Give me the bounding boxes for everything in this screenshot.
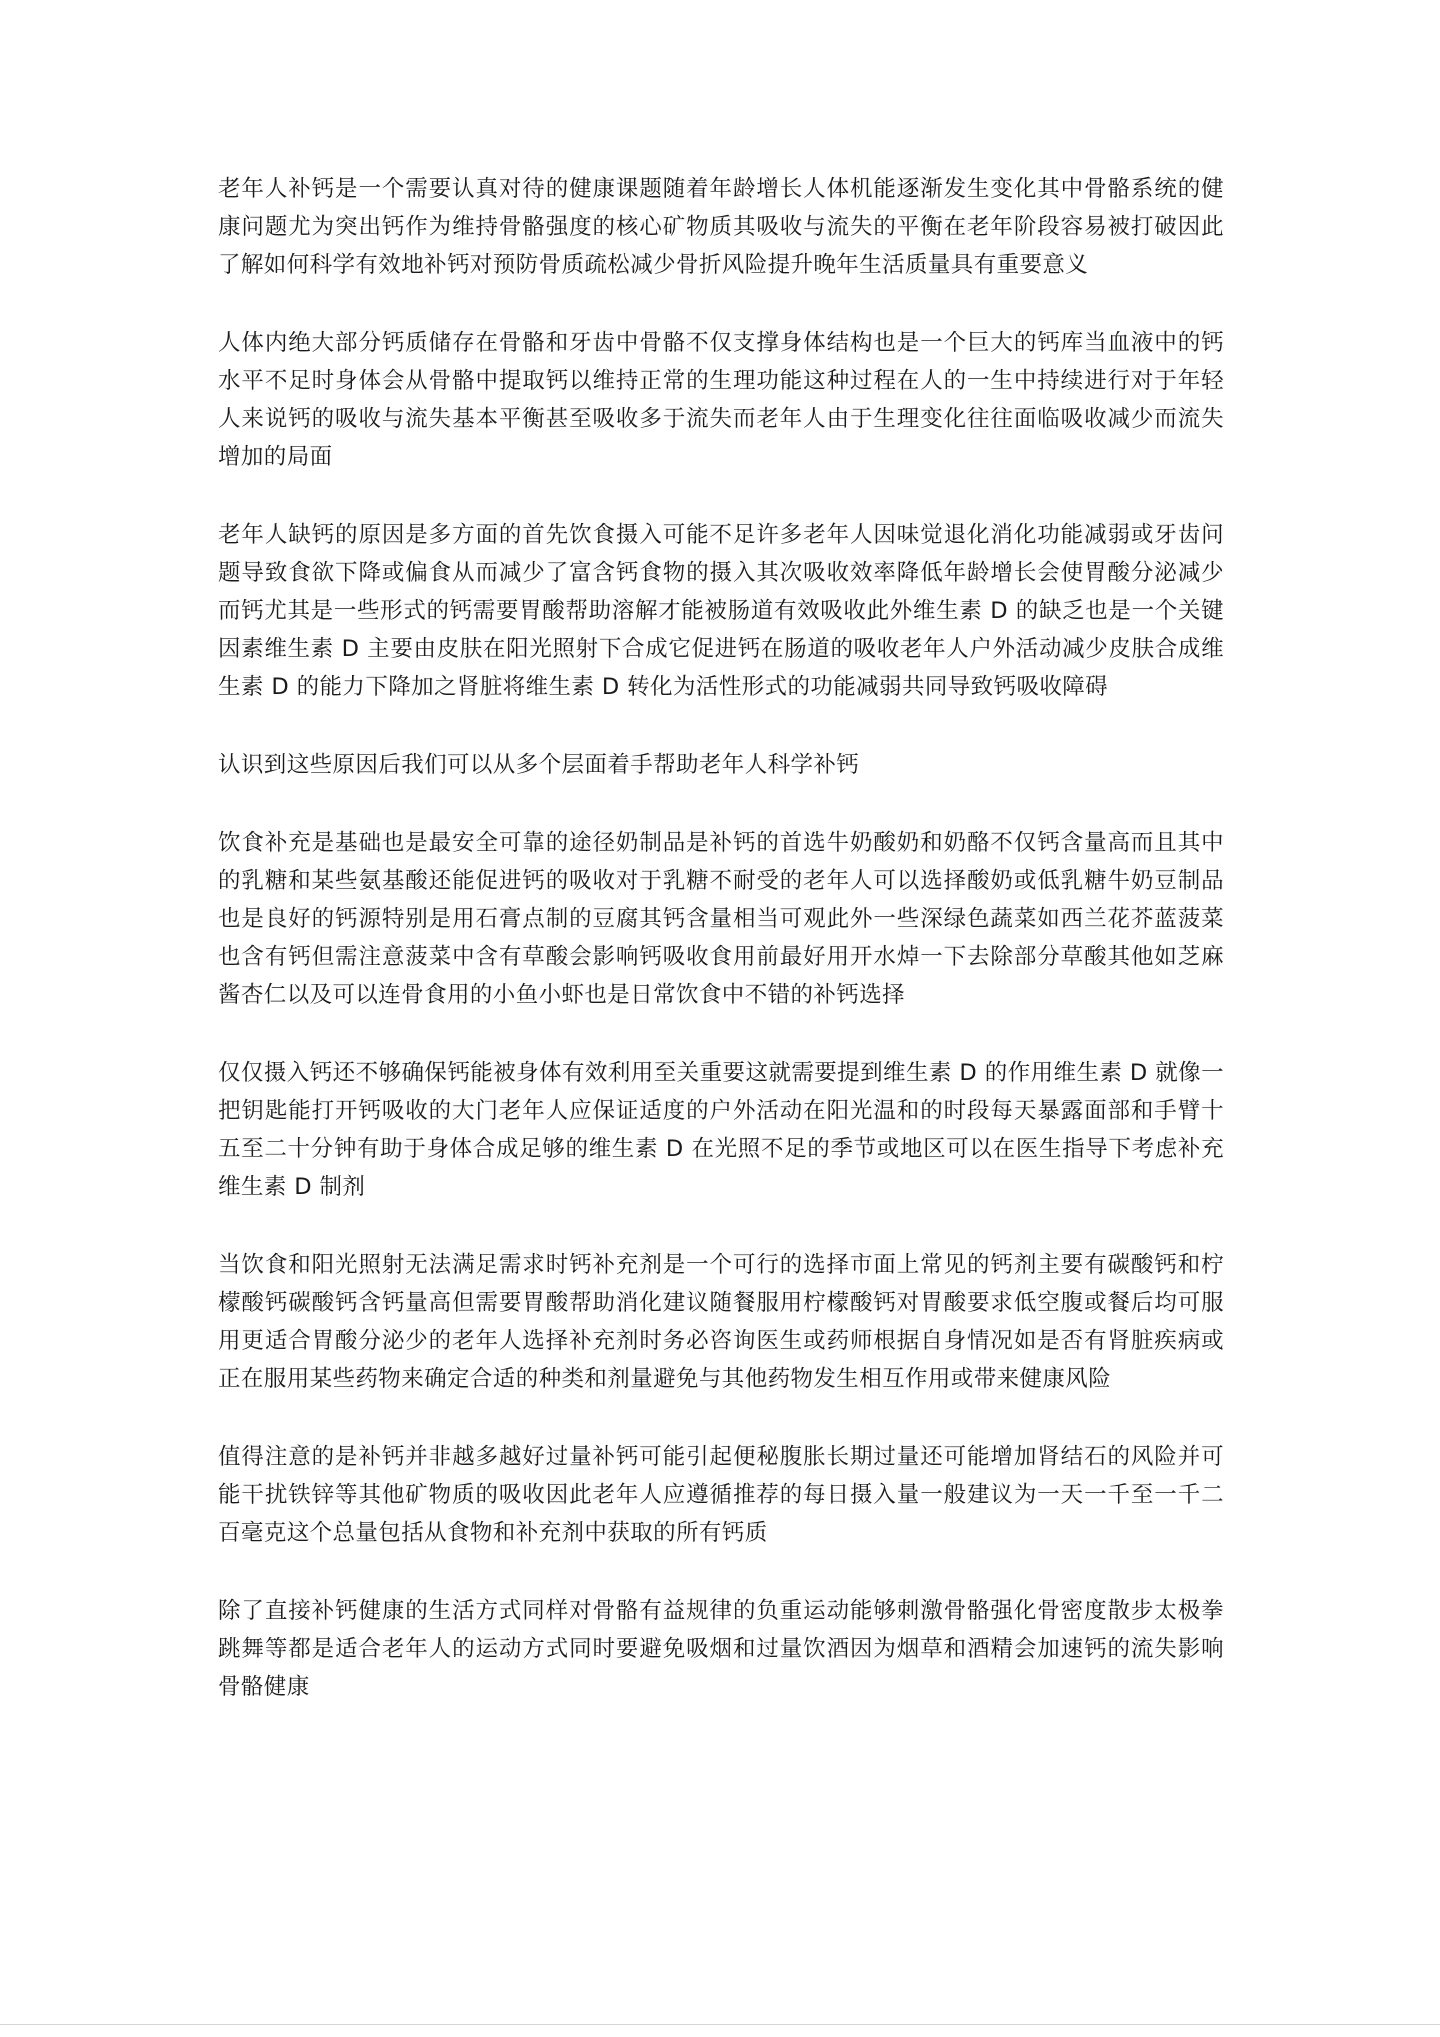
paragraph-transition: 认识到这些原因后我们可以从多个层面着手帮助老年人科学补钙 xyxy=(218,752,860,778)
paragraph-vitamin-d: 仅仅摄入钙还不够确保钙能被身体有效利用至关重要这就需要提到维生素 D 的作用维生素 D 就像一把钥匙能打开钙吸收的大门老年人应保证适度的户外活动在阳光温和的时段每天暴露面部和手臂十五至二十分钟有助于身体合成足够的维生素 D 在光照不足的季节或地区可以在医生指导下考虑补充维生素 D 制剂 xyxy=(218,1060,1224,1200)
paragraph-diet: 饮食补充是基础也是最安全可靠的途径奶制品是补钙的首选牛奶酸奶和奶酪不仅钙含量高而且其中的乳糖和某些氨基酸还能促进钙的吸收对于乳糖不耐受的老年人可以选择酸奶或低乳糖牛奶豆制品也是良好的钙源特别是用石膏点制的豆腐其钙含量相当可观此外一些深绿色蔬菜如西兰花芥蓝菠菜也含有钙但需注意菠菜中含有草酸会影响钙吸收食用前最好用开水焯一下去除部分草酸其他如芝麻酱杏仁以及可以连骨食用的小鱼小虾也是日常饮食中不错的补钙选择 xyxy=(218,830,1224,1008)
paragraph-supplements: 当饮食和阳光照射无法满足需求时钙补充剂是一个可行的选择市面上常见的钙剂主要有碳酸钙和柠檬酸钙碳酸钙含钙量高但需要胃酸帮助消化建议随餐服用柠檬酸钙对胃酸要求低空腹或餐后均可服用更适合胃酸分泌少的老年人选择补充剂时务必咨询医生或药师根据自身情况如是否有肾脏疾病或正在服用某些药物来确定合适的种类和剂量避免与其他药物发生相互作用或带来健康风险 xyxy=(218,1252,1224,1392)
paragraph-intro: 老年人补钙是一个需要认真对待的健康课题随着年龄增长人体机能逐渐发生变化其中骨骼系统的健康问题尤为突出钙作为维持骨骼强度的核心矿物质其吸收与流失的平衡在老年阶段容易被打破因此了解如何科学有效地补钙对预防骨质疏松减少骨折风险提升晚年生活质量具有重要意义 xyxy=(218,176,1224,278)
paragraph-dosage-warning: 值得注意的是补钙并非越多越好过量补钙可能引起便秘腹胀长期过量还可能增加肾结石的风险并可能干扰铁锌等其他矿物质的吸收因此老年人应遵循推荐的每日摄入量一般建议为一天一千至一千二百毫克这个总量包括从食物和补充剂中获取的所有钙质 xyxy=(218,1444,1224,1546)
paragraph-lifestyle: 除了直接补钙健康的生活方式同样对骨骼有益规律的负重运动能够刺激骨骼强化骨密度散步太极拳跳舞等都是适合老年人的运动方式同时要避免吸烟和过量饮酒因为烟草和酒精会加速钙的流失影响骨骼健康 xyxy=(218,1598,1224,1700)
paragraph-calcium-storage: 人体内绝大部分钙质储存在骨骼和牙齿中骨骼不仅支撑身体结构也是一个巨大的钙库当血液中的钙水平不足时身体会从骨骼中提取钙以维持正常的生理功能这种过程在人的一生中持续进行对于年轻人来说钙的吸收与流失基本平衡甚至吸收多于流失而老年人由于生理变化往往面临吸收减少而流失增加的局面 xyxy=(218,330,1224,470)
page-bottom-divider xyxy=(0,2024,1440,2025)
paragraph-deficiency-causes: 老年人缺钙的原因是多方面的首先饮食摄入可能不足许多老年人因味觉退化消化功能减弱或牙齿问题导致食欲下降或偏食从而减少了富含钙食物的摄入其次吸收效率降低年龄增长会使胃酸分泌减少而钙尤其是一些形式的钙需要胃酸帮助溶解才能被肠道有效吸收此外维生素 D 的缺乏也是一个关键因素维生素 D 主要由皮肤在阳光照射下合成它促进钙在肠道的吸收老年人户外活动减少皮肤合成维生素 D 的能力下降加之肾脏将维生素 D 转化为活性形式的功能减弱共同导致钙吸收障碍 xyxy=(218,522,1224,700)
document-body xyxy=(218,170,1224,1746)
